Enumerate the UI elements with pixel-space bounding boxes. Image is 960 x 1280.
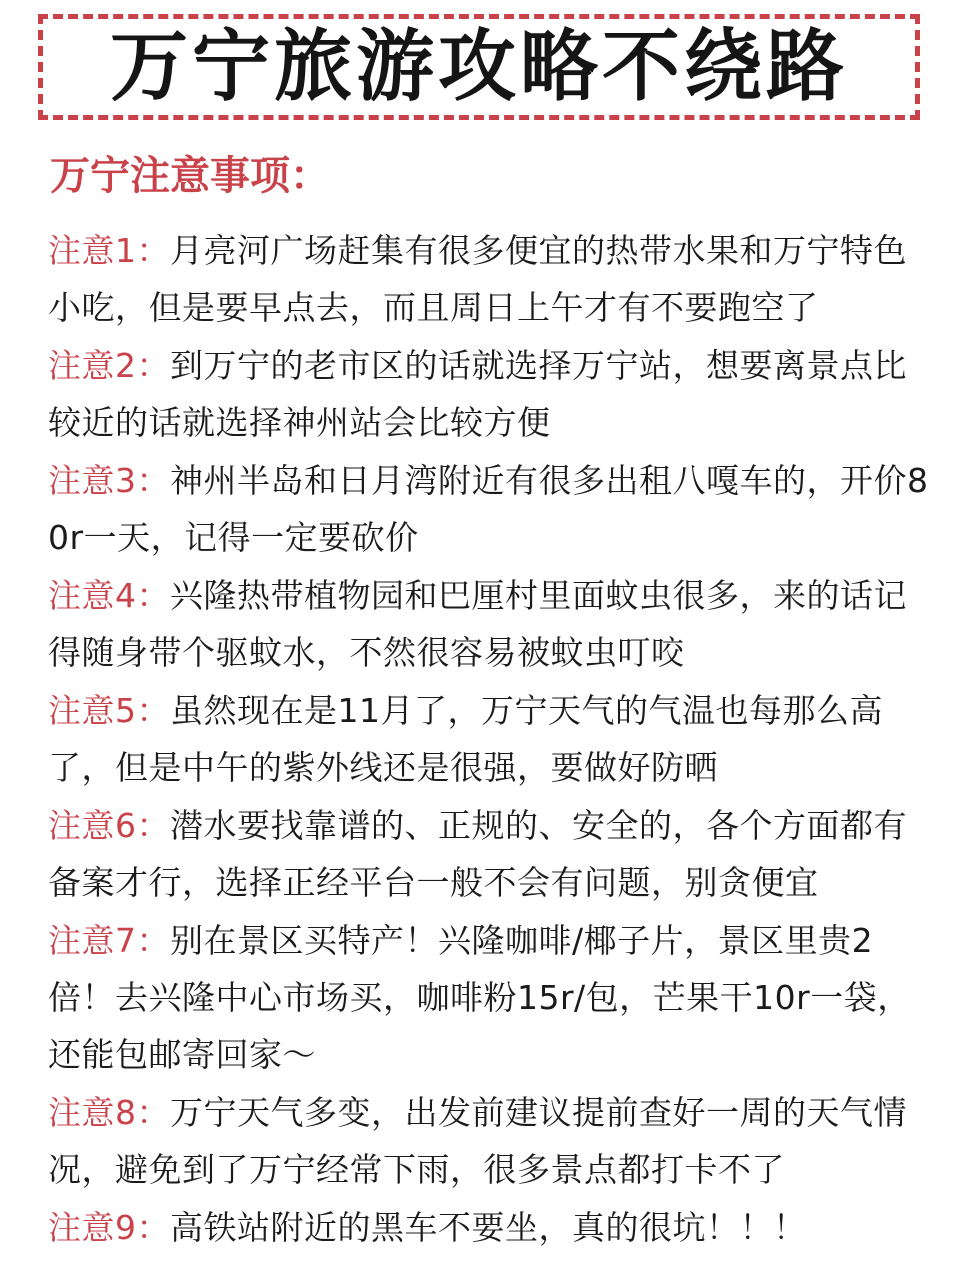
notes-list: [48, 222, 932, 1256]
note-label: 注意8：: [48, 1093, 170, 1132]
note-label: 注意9：: [48, 1208, 170, 1247]
note-text: 到万宁的老市区的话就选择万宁站，想要离景点比较近的话就选择神州站会比较方便: [48, 346, 907, 442]
note-label: 注意3：: [48, 461, 170, 500]
note-text: 高铁站附近的黑车不要坐，真的很坑！！！: [170, 1208, 807, 1247]
note-item: [48, 1199, 932, 1256]
note-item: [48, 1084, 932, 1198]
note-text: 别在景区买特产！兴隆咖啡/椰子片，景区里贵2倍！去兴隆中心市场买，咖啡粉15r/包，芒果干10r一袋，还能包邮寄回家～: [48, 921, 911, 1074]
note-label: 注意5：: [48, 691, 170, 730]
note-text: 万宁天气多变，出发前建议提前查好一周的天气情况，避免到了万宁经常下雨，很多景点都打卡不了: [48, 1093, 907, 1189]
note-item: [48, 797, 932, 911]
note-label: 注意2：: [48, 346, 170, 385]
note-item: [48, 567, 932, 681]
note-label: 注意6：: [48, 806, 170, 845]
title-box: [38, 14, 920, 120]
note-label: 注意4：: [48, 576, 170, 615]
note-text: 潜水要找靠谱的、正规的、安全的，各个方面都有备案才行，选择正经平台一般不会有问题，别贪便宜: [48, 806, 907, 902]
note-text: 月亮河广场赶集有很多便宜的热带水果和万宁特色小吃，但是要早点去，而且周日上午才有不要跑空了: [48, 231, 907, 327]
note-item: [48, 452, 932, 566]
note-label: 注意7：: [48, 921, 170, 960]
note-text: 神州半岛和日月湾附近有很多出租八嘎车的，开价80r一天，记得一定要砍价: [48, 461, 929, 557]
note-text: 兴隆热带植物园和巴厘村里面蚊虫很多，来的话记得随身带个驱蚊水，不然很容易被蚊虫叮咬: [48, 576, 907, 672]
note-item: [48, 337, 932, 451]
note-item: [48, 682, 932, 796]
page-title: 万宁旅游攻略不绕路: [109, 22, 848, 112]
note-text: 虽然现在是11月了，万宁天气的气温也每那么高了，但是中午的紫外线还是很强，要做好防晒: [48, 691, 883, 787]
note-item: [48, 912, 932, 1083]
note-label: 注意1：: [48, 231, 170, 270]
section-heading: 万宁注意事项：: [50, 153, 330, 199]
note-item: [48, 222, 932, 336]
